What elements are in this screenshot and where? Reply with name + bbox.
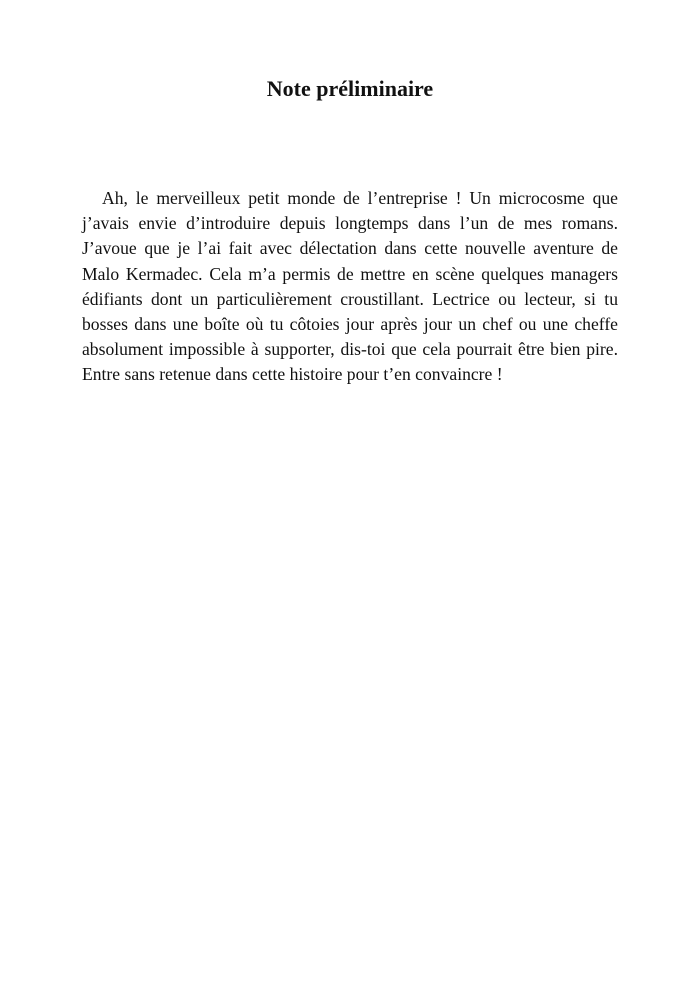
paragraph-line: Ah, le merveilleux petit monde de l’entreprise ! Un microcosme que [102,188,618,208]
preliminary-note-body [82,186,618,388]
paragraph-line: bosses dans une boîte où tu côtoies jour après jour un chef ou une cheffe [82,314,618,335]
paragraph-line: édifiants dont un particulièrement croustillant. Lectrice ou lecteur, si tu [82,288,618,309]
page-title: Note préliminaire [266,76,434,101]
paragraph-line: J’avoue que je l’ai fait avec délectation dans cette nouvelle aventure de [82,238,618,259]
paragraph [82,186,618,388]
paragraph-line: Entre sans retenue dans cette histoire pour t’en convaincre ! [82,364,503,385]
paragraph-line: absolument impossible à supporter, dis-toi que cela pourrait être bien pire. [82,339,618,360]
paragraph-line: j’avais envie d’introduire depuis longtemps dans l’un de mes romans. [82,213,618,234]
paragraph-line: Malo Kermadec. Cela m’a permis de mettre en scène quelques managers [82,263,618,284]
